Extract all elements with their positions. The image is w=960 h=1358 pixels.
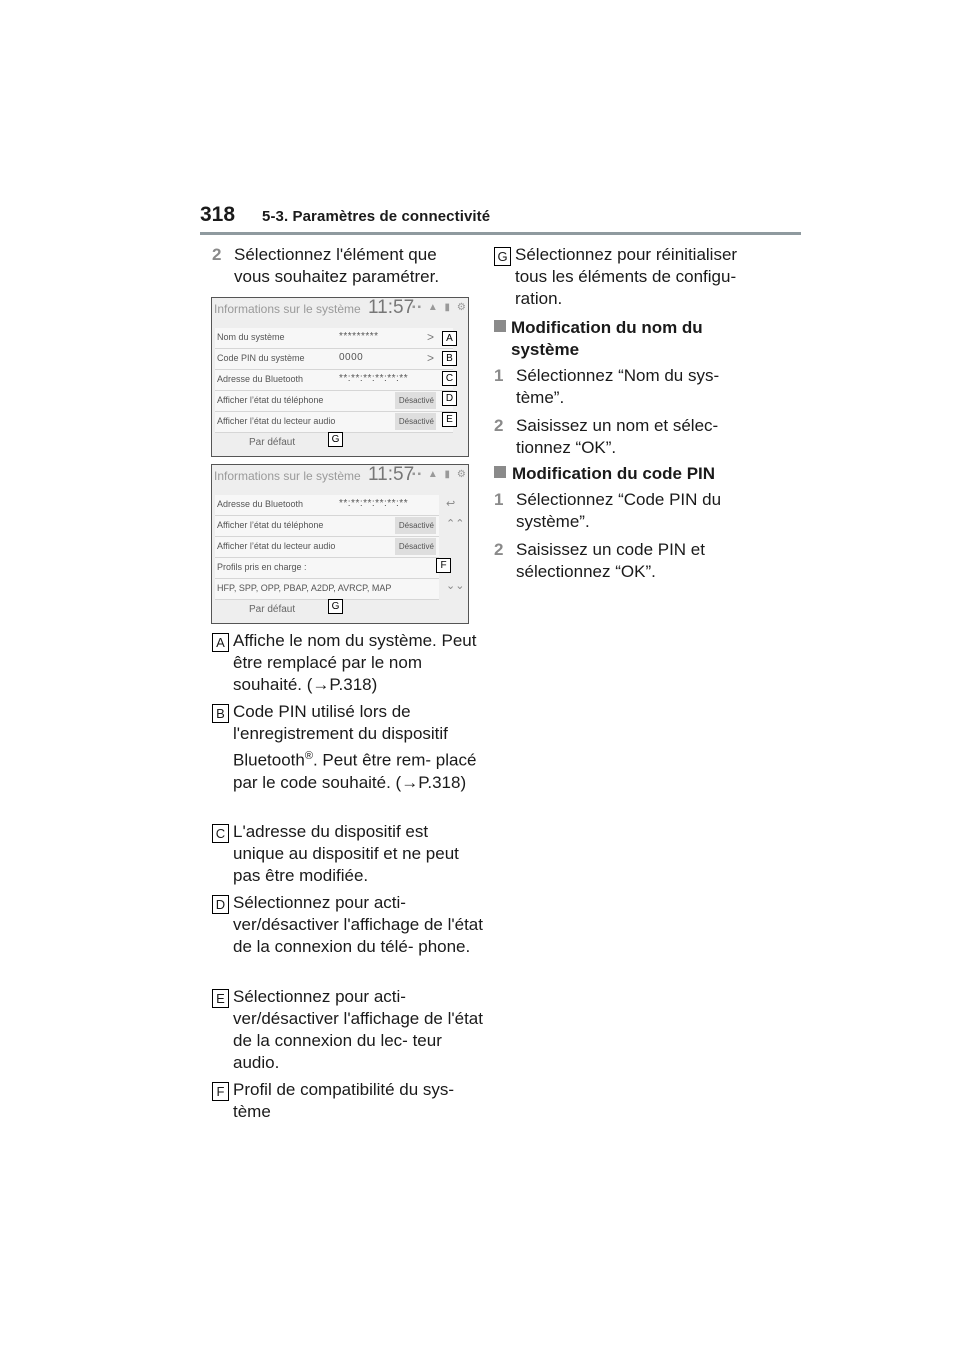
heading-change-system-name: Modification du nom du système [494,317,774,339]
row-bluetooth-address: Adresse du Bluetooth **:**:**:**:**:** [215,495,439,516]
chevron-right-icon: > [427,330,435,344]
chevron-right-icon: > [427,351,435,365]
toggle-audio-status[interactable]: Désactivé [395,413,436,430]
row-pin-code[interactable]: Code PIN du système 0000 > [215,349,453,370]
screen-clock: 11:57 [368,464,415,485]
scroll-down-icon[interactable]: ⌄⌄ [446,580,465,592]
letter-box: D [212,895,229,914]
letter-box: G [494,247,511,266]
toggle-phone-status[interactable]: Désactivé [395,392,436,409]
row-system-name[interactable]: Nom du système ********* > [215,328,453,349]
letter-box: B [212,704,229,723]
callout-d: D [442,391,457,406]
step-number: 2 [212,245,222,264]
back-icon[interactable]: ↩ [446,498,456,510]
screenshot-system-info-1 [211,297,469,457]
status-icons: ▪▪ ▲ ▮ ⚙ [412,469,468,480]
callout-c: C [442,371,457,386]
letter-box: F [212,1082,229,1101]
toggle-phone-status[interactable]: Désactivé [395,517,436,534]
row-phone-status[interactable]: Afficher l’état du téléphone Désactivé [215,391,453,412]
callout-g: G [328,432,343,447]
row-profiles-list: HFP, SPP, OPP, PBAP, A2DP, AVRCP, MAP [215,579,439,600]
header-rule [200,232,801,235]
status-icons: ▪▪ ▲ ▮ ⚙ [412,302,468,313]
callout-a: A [442,331,457,346]
callout-e: E [442,412,457,427]
letter-box: E [212,989,229,1008]
screen-title: Informations sur le système [214,302,361,316]
row-audio-status[interactable]: Afficher l’état du lecteur audio Désactivé [215,412,453,433]
heading-change-pin: Modification du code PIN [494,463,774,485]
toggle-audio-status[interactable]: Désactivé [395,538,436,555]
screen-title: Informations sur le système [214,469,361,483]
letter-box: A [212,633,229,652]
square-bullet-icon [494,466,506,478]
row-bluetooth-address: Adresse du Bluetooth **:**:**:**:**:** [215,370,453,391]
page-number: 318 [200,203,236,226]
screen-clock: 11:57 [368,297,415,318]
section-title: 5-3. Paramètres de connectivité [262,208,491,225]
row-audio-status[interactable]: Afficher l’état du lecteur audio Désactivé [215,537,439,558]
row-profiles-label: Profils pris en charge : [215,558,439,579]
row-phone-status[interactable]: Afficher l’état du téléphone Désactivé [215,516,439,537]
default-button[interactable]: Par défaut [249,437,296,448]
callout-g: G [328,599,343,614]
square-bullet-icon [494,320,506,332]
step-text: Sélectionnez l'élément que vous souhaitez paramétrer. [234,245,440,286]
callout-b: B [442,351,457,366]
scroll-up-icon[interactable]: ⌃⌃ [446,518,465,530]
letter-box: C [212,824,229,843]
callout-f: F [436,558,451,573]
default-button[interactable]: Par défaut [249,604,296,615]
screenshot-system-info-2 [211,464,469,624]
